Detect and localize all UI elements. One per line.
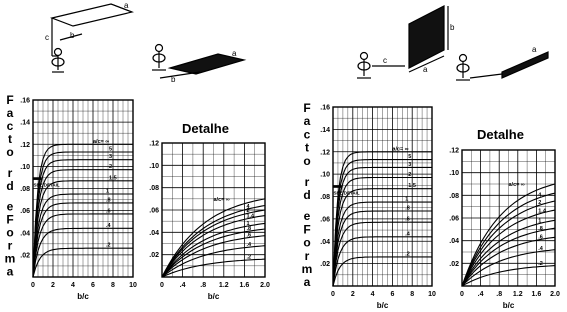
y-tick-label: .06 [149,207,159,215]
series-label: 1.4 [246,213,255,220]
y-axis-label-char: c [6,119,14,133]
y-tick-label: .10 [20,163,30,171]
y-tick-label: .08 [149,185,159,193]
y-tick-label: .02 [449,260,459,268]
diagram-left-bottom [152,45,244,79]
y-axis-label-char: o [6,225,14,240]
series-label: 5 [109,146,113,153]
diagram-right-top [357,6,448,78]
y-axis-label-char: a [303,275,311,290]
x-axis-label: b/c [502,301,515,310]
series-label: 4 [538,192,542,199]
series-label: 2 [246,208,250,215]
x-tick-label: 6 [91,282,95,289]
x-tick-label: 0 [331,291,335,298]
diagram-left-top [52,4,132,72]
y-tick-label: .06 [449,215,459,223]
x-tick-label: 0 [460,291,464,298]
series-label: 1 [405,196,409,203]
y-tick-label: .12 [20,141,30,149]
x-tick-label: 0 [31,282,35,289]
y-axis-label-char: e [6,199,14,214]
series-label: 2 [538,200,542,207]
y-tick-label: .14 [20,119,30,127]
x-axis-label: b/c [77,292,89,301]
y-tick-label: .02 [149,252,159,260]
y-tick-label: .04 [449,238,459,246]
x-tick-label: 6 [390,291,395,298]
y-tick-label: .08 [20,186,30,193]
x-tick-label: .4 [179,282,186,289]
strip-shaded-plane-shape [502,52,548,78]
x-tick-label: 1.6 [531,291,542,298]
y-axis-label-char: F [6,212,14,227]
series-label: 4 [246,203,250,210]
series-label: 3 [109,154,113,161]
y-tick-label: .16 [20,97,30,105]
person-icon [357,53,371,79]
series-label: .2 [106,242,111,249]
series-label: 1 [538,218,542,225]
series-label: 2 [408,171,412,178]
detail-marker [34,177,42,180]
person-icon [152,45,166,71]
series-label: .8 [106,197,111,204]
y-axis-label-char: o [6,145,14,159]
y-tick-label: .08 [449,192,459,200]
dim-label-b: b [70,31,75,40]
series-label: .2 [405,251,410,258]
y-axis-label-char: m [4,251,16,266]
dim-label-c: c [383,56,387,65]
x-tick-label: 4 [370,291,375,298]
y-tick-label: .10 [149,162,159,170]
series-label: .6 [246,232,252,239]
x-axis-label: b/c [376,301,389,310]
x-tick-label: .8 [200,282,207,289]
y-axis-label-char: o [303,153,311,168]
y-tick-label: .02 [320,261,330,269]
y-tick-label: .12 [449,147,459,155]
y-tick-label: .04 [320,238,330,246]
series-label: 1.5 [408,183,416,190]
y-tick-label: .02 [20,252,30,260]
y-axis-label-char: F [303,101,311,115]
x-tick-label: 0 [160,282,164,289]
y-tick-label: .12 [149,140,159,148]
series-label: 5 [408,154,412,161]
diagram-right-bottom [456,52,548,80]
x-tick-label: 10 [428,291,436,298]
x-tick-label: 2.0 [550,291,560,298]
series-label: .8 [405,205,410,212]
detail-box-label: SEE DETAIL [333,190,360,196]
y-tick-label: .08 [320,194,330,201]
y-axis-label-char: r [304,248,310,263]
x-tick-label: 2 [51,282,55,289]
x-tick-label: 8 [410,291,415,298]
series-label: .4 [106,222,111,229]
y-axis-label-char: m [301,262,313,277]
y-tick-label: .16 [320,104,330,112]
y-tick-label: .04 [149,229,159,237]
y-tick-label: .06 [20,208,30,216]
series-label: .2 [246,254,252,261]
x-tick-label: 1.6 [239,282,250,289]
y-axis-label-char: F [6,93,14,107]
x-tick-label: 2.0 [260,282,270,289]
chart-left-main [20,98,137,302]
chart-right-detail [449,148,560,311]
x-tick-label: .4 [477,291,484,298]
y-axis-label-char: d [6,178,14,193]
dim-label-a: a [423,65,428,74]
series-label: .2 [538,261,543,268]
person-icon [456,55,470,81]
dim-label-a: a [532,45,537,54]
y-axis-label-right [302,101,313,289]
series-label: 3 [408,161,412,168]
chart-right-main [320,105,436,311]
series-label: .6 [405,216,410,223]
dim-label-a: a [124,1,129,10]
dim-line-b [160,72,200,78]
series-label: 1.4 [538,208,546,215]
series-label: 1 [246,220,250,227]
x-tick-label: 8 [111,282,115,289]
detail-title-left: Detalhe [182,121,229,136]
series-label: 1 [106,188,110,195]
x-tick-label: 1.2 [218,282,229,289]
series-label: a/c= ∞ [392,146,409,153]
series-label: .6 [106,208,111,215]
x-tick-label: 10 [129,282,137,289]
dim-label-b: b [171,75,176,84]
y-tick-label: .04 [20,230,30,238]
dim-label-c: c [45,33,49,42]
y-axis-label-char: t [305,140,309,155]
x-axis-label: b/c [207,292,220,301]
detail-box-label: SEE DETAIL [33,182,60,188]
x-tick-label: 1.2 [512,291,523,298]
y-axis-label-left [5,93,16,279]
y-axis-label-char: r [7,165,13,180]
y-axis-label-char: e [303,209,311,224]
y-axis-label-char: d [303,188,311,203]
series-label: .4 [538,246,543,253]
y-axis-label-char: r [304,174,310,189]
y-tick-label: .10 [449,170,459,178]
x-tick-label: .8 [496,291,503,298]
detail-marker [333,185,341,188]
y-axis-label-char: a [6,264,14,279]
y-axis-label-char: a [6,106,14,120]
y-axis-label-char: a [303,114,311,129]
y-axis-label-char: F [303,222,311,237]
y-axis-label-char: t [8,132,12,146]
dim-label-a: a [232,49,237,58]
y-tick-label: .10 [320,171,330,179]
x-tick-label: 2 [350,291,355,298]
series-label: .8 [538,225,543,232]
y-tick-label: .14 [320,126,330,134]
series-label: .4 [246,241,252,248]
series-label: .8 [246,226,252,233]
series-label: .6 [538,234,543,241]
y-axis-label-char: r [7,238,13,253]
y-axis-label-char: c [303,127,311,142]
chart-left-detail [149,141,270,302]
series-label: 1.5 [109,175,117,182]
y-tick-label: .06 [320,216,330,224]
series-label: .4 [405,231,410,238]
series-label: a/c= ∞ [93,138,110,145]
person-icon [52,49,64,73]
series-label: a/c= ∞ [213,196,230,203]
y-axis-label-char: o [303,235,311,250]
series-label: 2 [109,164,113,171]
dim-label-b: b [450,23,455,32]
detail-title-right: Detalhe [477,127,524,142]
series-label: a/c= ∞ [508,182,525,188]
x-tick-label: 4 [71,282,75,289]
y-tick-label: .12 [320,149,330,157]
